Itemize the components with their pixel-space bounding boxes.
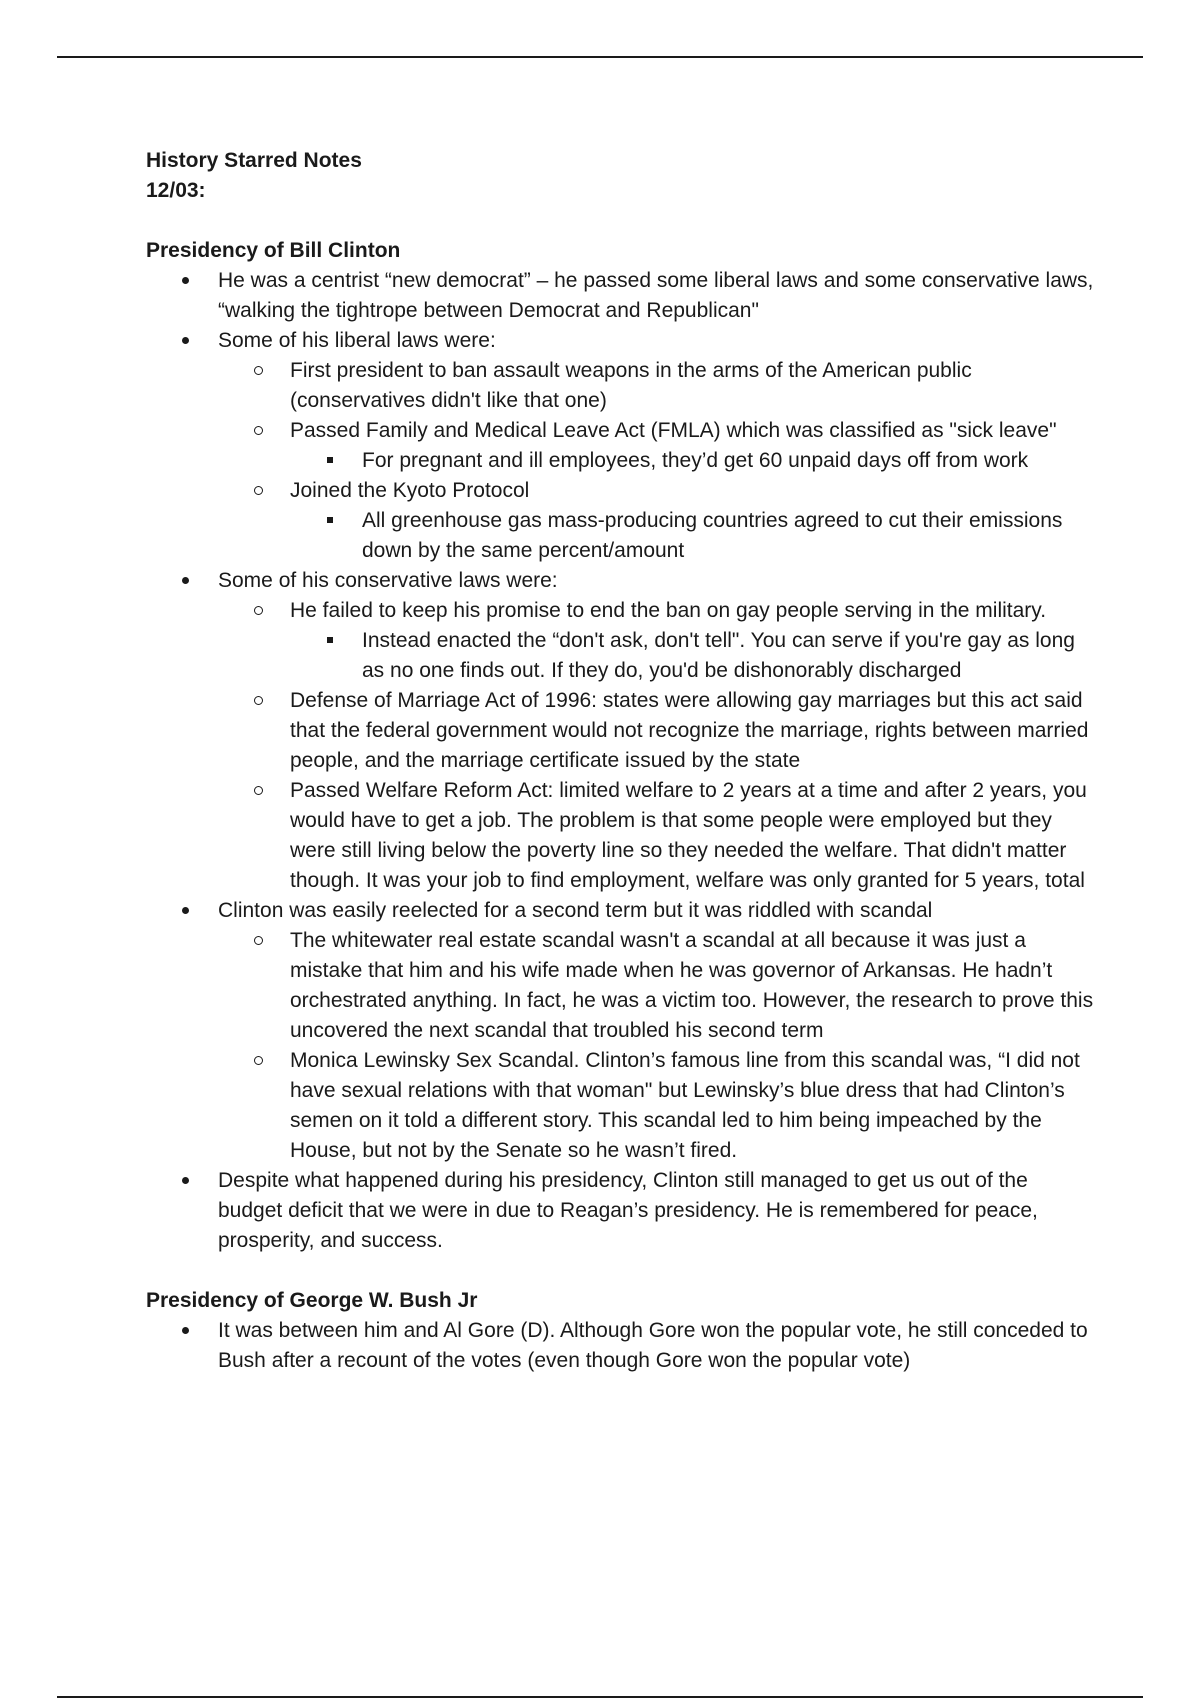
list-item <box>290 446 1096 476</box>
spacer <box>146 1256 1096 1286</box>
bush-list <box>146 1316 1096 1376</box>
list-item-text: All greenhouse gas mass-producing countries agreed to cut their emissions down by the same percent/amount <box>362 509 1063 562</box>
list-item <box>218 356 1096 416</box>
list-item-text: Passed Welfare Reform Act: limited welfare to 2 years at a time and after 2 years, you would have to get a job. The problem is that some people were employed but they were still living below the poverty line so they needed the welfare. That didn't matter though. It was your job to find employment, welfare was only granted for 5 years, total <box>290 779 1087 892</box>
list-item <box>146 266 1096 326</box>
list-item <box>218 926 1096 1046</box>
sublist <box>218 596 1096 896</box>
list-item-text: It was between him and Al Gore (D). Although Gore won the popular vote, he still conceded to Bush after a recount of the votes (even though Gore won the popular vote) <box>218 1319 1088 1372</box>
list-item-text: Instead enacted the “don't ask, don't tell". You can serve if you're gay as long as no one finds out. If they do, you'd be dishonorably discharged <box>362 629 1075 682</box>
list-item-text: Defense of Marriage Act of 1996: states were allowing gay marriages but this act said that the federal government would not recognize the marriage, rights between married people, and the marriage certificate issued by the state <box>290 689 1089 772</box>
doc-title: History Starred Notes <box>146 149 362 172</box>
list-item <box>146 1316 1096 1376</box>
list-item <box>218 686 1096 776</box>
sublist <box>218 926 1096 1166</box>
sublist <box>290 446 1096 476</box>
sublist <box>218 356 1096 566</box>
list-item <box>218 1046 1096 1166</box>
list-item <box>146 566 1096 896</box>
list-item-text: Some of his conservative laws were: <box>218 569 558 592</box>
list-item-text: He failed to keep his promise to end the ban on gay people serving in the military. <box>290 599 1047 622</box>
list-item-text: Despite what happened during his presidency, Clinton still managed to get us out of the budget deficit that we were in due to Reagan’s presidency. He is remembered for peace, prosperity, and success. <box>218 1169 1038 1252</box>
list-item-text: He was a centrist “new democrat” – he passed some liberal laws and some conservative laws, “walking the tightrope between Democrat and Republican" <box>218 269 1094 322</box>
section-heading-bush: Presidency of George W. Bush Jr <box>146 1289 478 1312</box>
list-item-text: Monica Lewinsky Sex Scandal. Clinton’s famous line from this scandal was, “I did not have sexual relations with that woman" but Lewinsky’s blue dress that had Clinton’s semen on it told a different story. This scandal led to him being impeached by the House, but not by the Senate so he wasn’t fired. <box>290 1049 1080 1162</box>
header-rule <box>57 56 1143 58</box>
list-item-text: Clinton was easily reelected for a second term but it was riddled with scandal <box>218 899 933 922</box>
sublist <box>290 626 1096 686</box>
footer-rule <box>57 1696 1143 1698</box>
list-item <box>218 596 1096 686</box>
list-item <box>290 506 1096 566</box>
doc-date: 12/03: <box>146 179 206 202</box>
spacer <box>146 206 1096 236</box>
list-item <box>218 416 1096 476</box>
list-item-text: The whitewater real estate scandal wasn't a scandal at all because it was just a mistake that him and his wife made when he was governor of Arkansas. He hadn’t orchestrated anything. In fact, he was a victim too. However, the research to prove this uncovered the next scandal that troubled his second term <box>290 929 1094 1042</box>
list-item <box>290 626 1096 686</box>
list-item-text: For pregnant and ill employees, they’d get 60 unpaid days off from work <box>362 449 1029 472</box>
list-item <box>146 1166 1096 1256</box>
list-item-text: Joined the Kyoto Protocol <box>290 479 530 502</box>
section-heading-clinton: Presidency of Bill Clinton <box>146 239 401 262</box>
list-item <box>146 896 1096 1166</box>
sublist <box>290 506 1096 566</box>
document-body <box>146 146 1096 1376</box>
list-item-text: Some of his liberal laws were: <box>218 329 496 352</box>
list-item <box>218 776 1096 896</box>
list-item-text: Passed Family and Medical Leave Act (FMLA) which was classified as "sick leave" <box>290 419 1057 442</box>
clinton-list <box>146 266 1096 1256</box>
list-item <box>146 326 1096 566</box>
list-item-text: First president to ban assault weapons in the arms of the American public (conservatives didn't like that one) <box>290 359 972 412</box>
list-item <box>218 476 1096 566</box>
